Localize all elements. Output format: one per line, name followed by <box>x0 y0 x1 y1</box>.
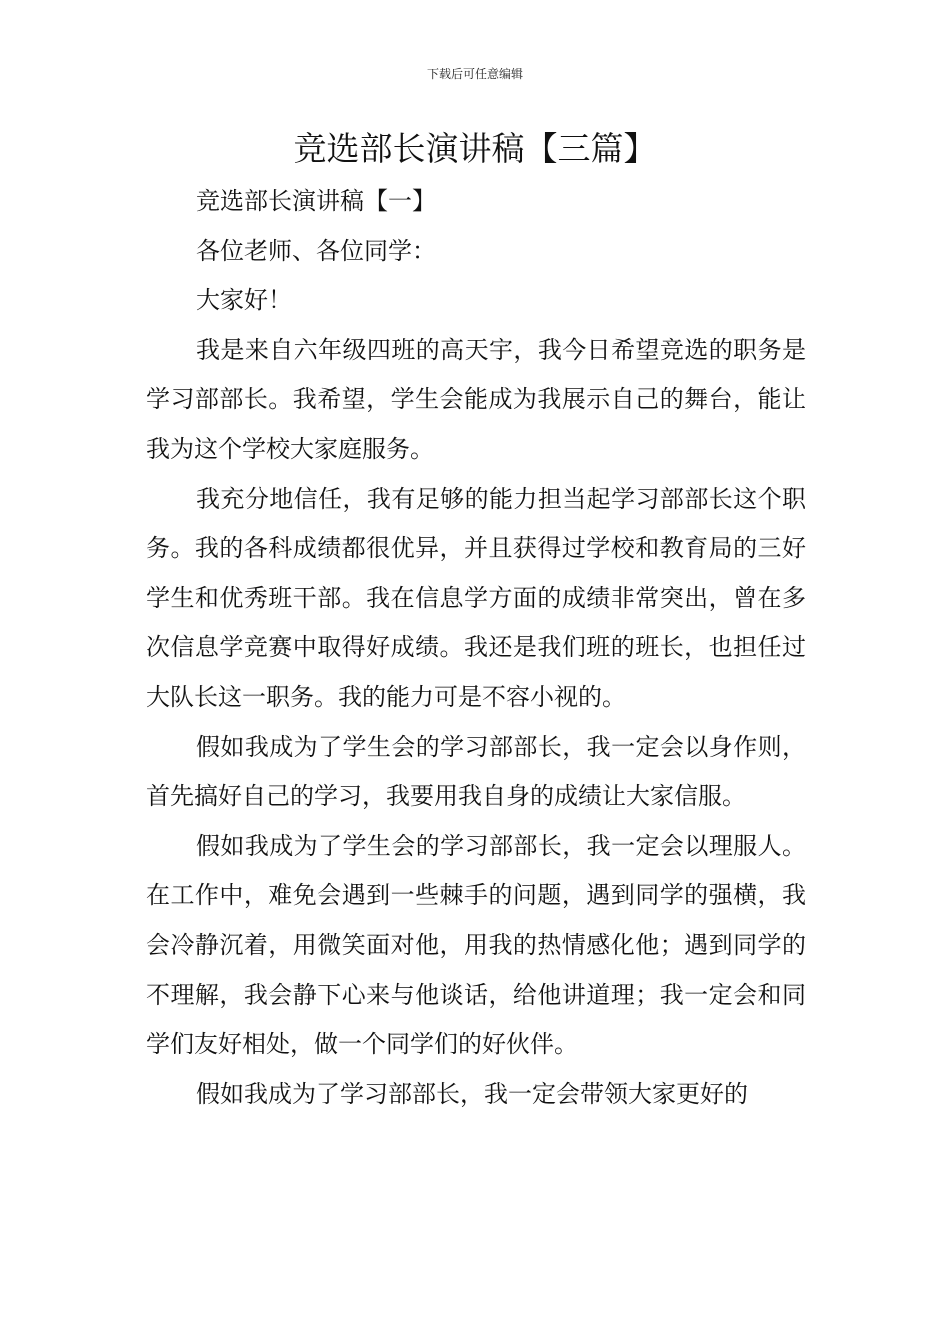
greeting: 大家好！ <box>196 286 292 315</box>
paragraph: 假如我成为了学习部部长，我一定会带领大家更好的 <box>196 1079 748 1108</box>
salutation: 各位老师、各位同学： <box>196 236 436 265</box>
paragraph: 假如我成为了学生会的学习部部长，我一定会以身作则，首先搞好自己的学习，我要用我自身的成绩让大家信服。 <box>146 732 806 811</box>
paragraph: 我充分地信任，我有足够的能力担当起学习部部长这个职务。我的各科成绩都很优异，并且获得过学校和教育局的三好学生和优秀班干部。我在信息学方面的成绩非常突出，曾在多次信息学竞赛中取得好成绩。我还是我们班的班长，也担任过大队长这一职务。我的能力可是不容小视的。 <box>146 484 806 711</box>
page-header: 下载后可任意编辑 <box>426 67 523 81</box>
document-body <box>146 177 806 1119</box>
paragraph: 我是来自六年级四班的高天宇，我今日希望竞选的职务是学习部部长。我希望，学生会能成为我展示自己的舞台，能让我为这个学校大家庭服务。 <box>146 335 806 463</box>
paragraph: 假如我成为了学生会的学习部部长，我一定会以理服人。在工作中，难免会遇到一些棘手的问题，遇到同学的强横，我会冷静沉着，用微笑面对他，用我的热情感化他；遇到同学的不理解，我会静下心来与他谈话，给他讲道理；我一定会和同学们友好相处，做一个同学们的好伙伴。 <box>146 831 806 1059</box>
document-title: 竞选部长演讲稿【三篇】 <box>293 129 657 168</box>
section-heading: 竞选部长演讲稿【一】 <box>196 187 436 215</box>
